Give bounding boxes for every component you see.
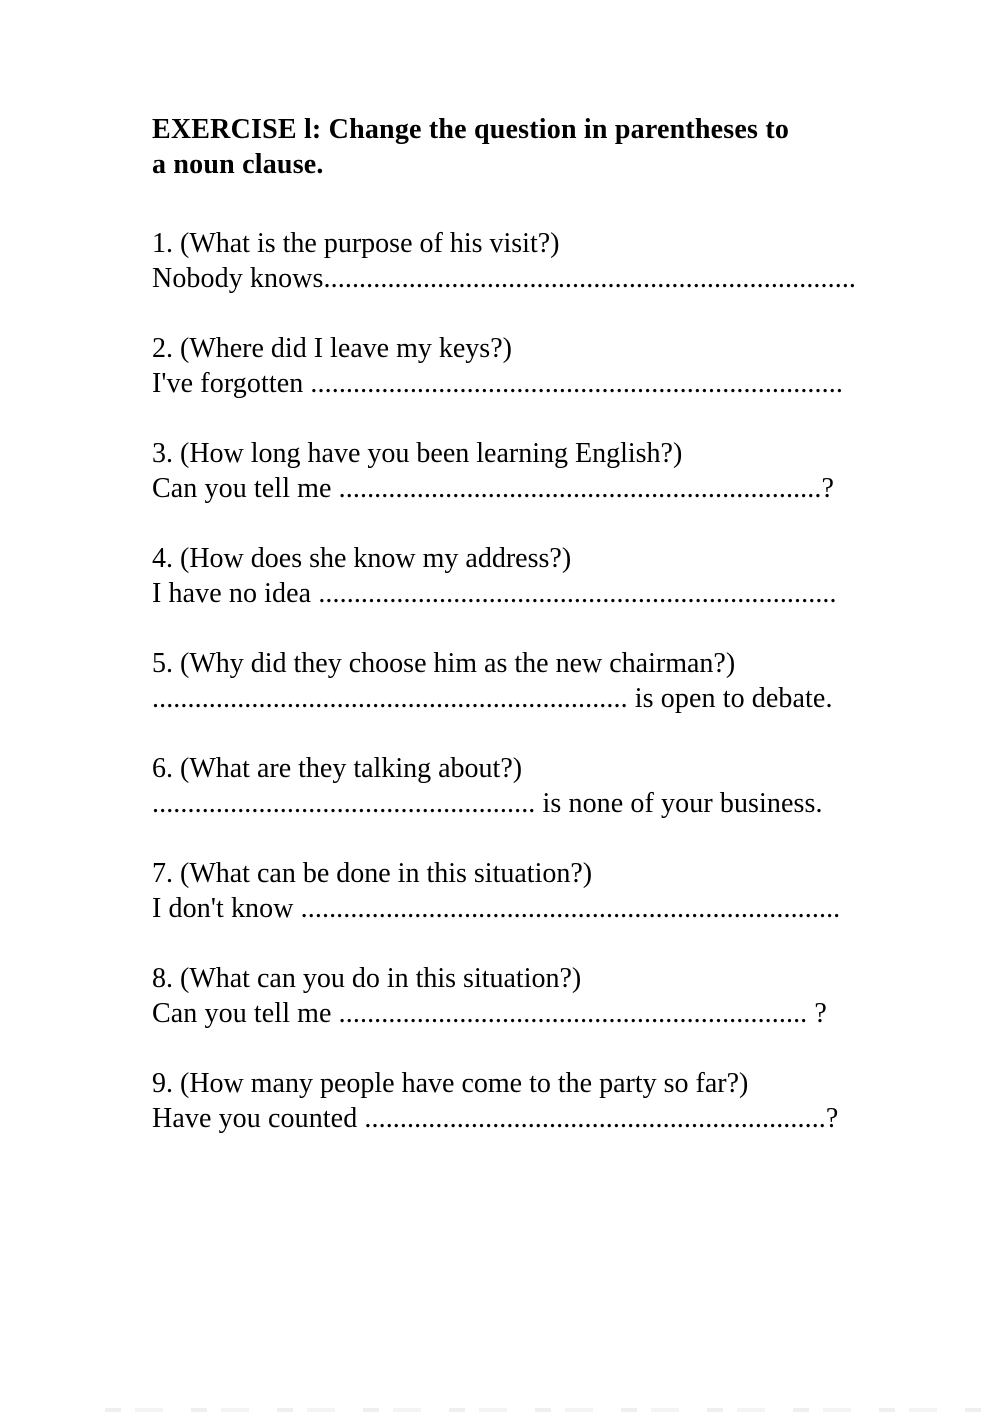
- exercise-heading: [152, 112, 872, 182]
- exercise-item-3: [152, 436, 872, 506]
- question-line: 5. (Why did they choose him as the new chairman?): [152, 648, 736, 679]
- exercise-item-1: [152, 226, 872, 296]
- question-line: 3. (How long have you been learning English?): [152, 438, 683, 469]
- exercise-item-7: [152, 856, 872, 926]
- worksheet-content: [152, 112, 872, 1171]
- exercise-item-5: [152, 646, 872, 716]
- answer-blank-line: Can you tell me .................................................................. ?: [152, 998, 827, 1029]
- cutoff-text-fragments: [105, 1408, 988, 1412]
- answer-blank-line: I've forgotten ...........................................................................: [152, 368, 843, 399]
- exercise-item-6: [152, 751, 872, 821]
- answer-blank-line: Nobody knows...........................................................................: [152, 263, 857, 294]
- heading-line-1: EXERCISE l: Change the question in parentheses to: [152, 114, 790, 145]
- answer-blank-line: Can you tell me ....................................................................?: [152, 473, 835, 504]
- answer-blank-line: ...................................................... is none of your business.: [152, 788, 823, 819]
- question-line: 4. (How does she know my address?): [152, 543, 572, 574]
- question-line: 8. (What can you do in this situation?): [152, 963, 582, 994]
- exercise-item-9: [152, 1066, 872, 1136]
- heading-line-2: a noun clause.: [152, 149, 324, 180]
- answer-blank-line: ................................................................... is open to debate.: [152, 683, 833, 714]
- exercise-item-4: [152, 541, 872, 611]
- question-line: 9. (How many people have come to the party so far?): [152, 1068, 749, 1099]
- question-line: 6. (What are they talking about?): [152, 753, 523, 784]
- question-line: 2. (Where did I leave my keys?): [152, 333, 512, 364]
- exercise-item-2: [152, 331, 872, 401]
- exercise-item-8: [152, 961, 872, 1031]
- answer-blank-line: I have no idea .........................................................................: [152, 578, 837, 609]
- answer-blank-line: Have you counted .................................................................?: [152, 1103, 839, 1134]
- answer-blank-line: I don't know ............................................................................: [152, 893, 841, 924]
- question-line: 1. (What is the purpose of his visit?): [152, 228, 560, 259]
- question-line: 7. (What can be done in this situation?): [152, 858, 593, 889]
